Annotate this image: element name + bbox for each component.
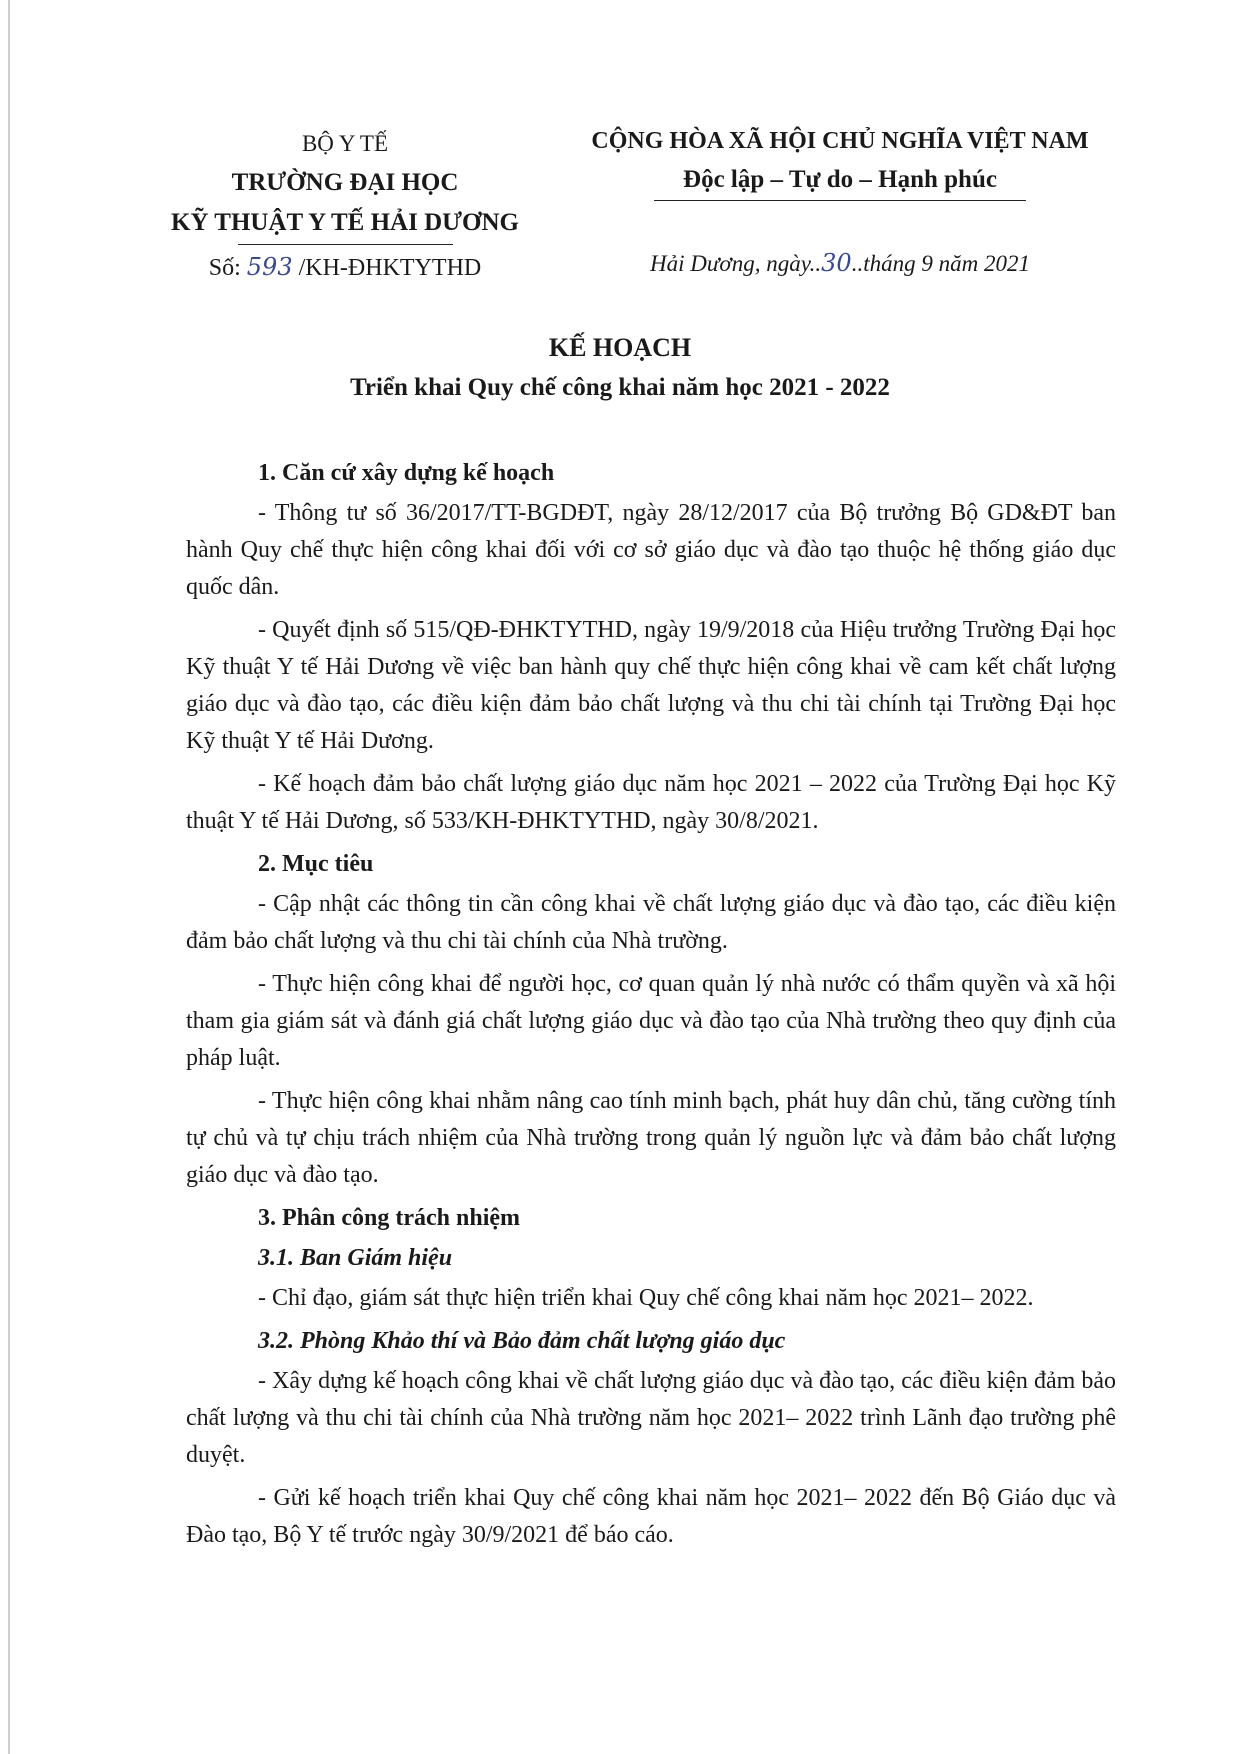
national-header xyxy=(570,122,1110,284)
issuer-underline xyxy=(238,244,453,245)
section-3-1-paragraph-1: - Chỉ đạo, giám sát thực hiện triển khai Quy chế công khai năm học 2021– 2022. xyxy=(258,1285,1034,1311)
section-3-1-heading: 3.1. Ban Giám hiệu xyxy=(258,1245,453,1271)
school-name-line1: TRƯỜNG ĐẠI HỌC xyxy=(231,169,459,196)
ministry-name: BỘ Y TẾ xyxy=(301,131,389,156)
section-1-heading: 1. Căn cứ xây dựng kế hoạch xyxy=(258,460,555,486)
school-name-line2: KỸ THUẬT Y TẾ HẢI DƯƠNG xyxy=(171,209,519,236)
section-1-paragraph-1: - Thông tư số 36/2017/TT-BGDĐT, ngày 28/12/2017 của Bộ trưởng Bộ GD&ĐT ban hành Quy chế thực hiện công khai đối với cơ sở giáo dục và đào tạo thuộc hệ thống giáo dục quốc dân. xyxy=(186,500,1116,600)
section-3-2-paragraph-1: - Xây dựng kế hoạch công khai về chất lượng giáo dục và đào tạo, các điều kiện đảm bảo chất lượng và thu chi tài chính của Nhà trường năm học 2021– 2022 trình Lãnh đạo trường phê duyệt. xyxy=(186,1368,1116,1468)
issuer-block xyxy=(150,125,540,288)
motto-underline xyxy=(654,200,1026,201)
section-3-2-heading: 3.2. Phòng Khảo thí và Bảo đảm chất lượng giáo dục xyxy=(258,1328,786,1354)
section-3-2-paragraph-2: - Gửi kế hoạch triển khai Quy chế công khai năm học 2021– 2022 đến Bộ Giáo dục và Đào tạo, Bộ Y tế trước ngày 30/9/2021 để báo cáo. xyxy=(186,1485,1116,1548)
document-title: KẾ HOẠCH xyxy=(548,333,692,362)
section-3-heading: 3. Phân công trách nhiệm xyxy=(258,1205,521,1231)
doc-no-label: Số: xyxy=(208,255,241,281)
section-2-paragraph-2: - Thực hiện công khai để người học, cơ quan quản lý nhà nước có thẩm quyền và xã hội tham gia giám sát và đánh giá chất lượng giáo dục và đào tạo của Nhà trường theo quy định của pháp luật. xyxy=(186,971,1116,1071)
section-1-paragraph-2: - Quyết định số 515/QĐ-ĐHKTYTHD, ngày 19/9/2018 của Hiệu trưởng Trường Đại học Kỹ thuật Y tế Hải Dương về việc ban hành quy chế thực hiện công khai về cam kết chất lượng giáo dục và đào tạo, các điều kiện đảm bảo chất lượng và thu chi tài chính tại Trường Đại học Kỹ thuật Y tế Hải Dương. xyxy=(186,617,1116,754)
section-2-heading: 2. Mục tiêu xyxy=(258,851,374,877)
section-1-paragraph-3: - Kế hoạch đảm bảo chất lượng giáo dục năm học 2021 – 2022 của Trường Đại học Kỹ thuật Y tế Hải Dương, số 533/KH-ĐHKTYTHD, ngày 30/8/2021. xyxy=(186,771,1116,834)
nation-name: CỘNG HÒA XÃ HỘI CHỦ NGHĨA VIỆT NAM xyxy=(591,128,1089,154)
doc-no-handwritten: 593 xyxy=(246,253,293,281)
document-subtitle: Triển khai Quy chế công khai năm học 2021 - 2022 xyxy=(350,374,890,401)
document-number xyxy=(150,247,540,288)
document-title-block xyxy=(150,328,1090,408)
document-date: Hải Dương, ngày..30..tháng 9 năm 2021 xyxy=(650,249,1030,277)
date-day-handwritten: 30 xyxy=(821,249,852,277)
document-body xyxy=(186,455,1116,1560)
date-prefix: Hải Dương, ngày xyxy=(650,251,810,276)
national-motto: Độc lập – Tự do – Hạnh phúc xyxy=(683,166,997,193)
section-2-paragraph-3: - Thực hiện công khai nhằm nâng cao tính minh bạch, phát huy dân chủ, tăng cường tính tự chủ và tự chịu trách nhiệm của Nhà trường trong quản lý nguồn lực và đảm bảo chất lượng giáo dục và đào tạo. xyxy=(186,1088,1116,1188)
date-suffix: tháng 9 năm 2021 xyxy=(863,251,1030,276)
doc-no-code: /KH-ĐHKTYTHD xyxy=(298,255,482,281)
section-2-paragraph-1: - Cập nhật các thông tin cần công khai về chất lượng giáo dục và đào tạo, các điều kiện đảm bảo chất lượng và thu chi tài chính của Nhà trường. xyxy=(186,891,1116,954)
